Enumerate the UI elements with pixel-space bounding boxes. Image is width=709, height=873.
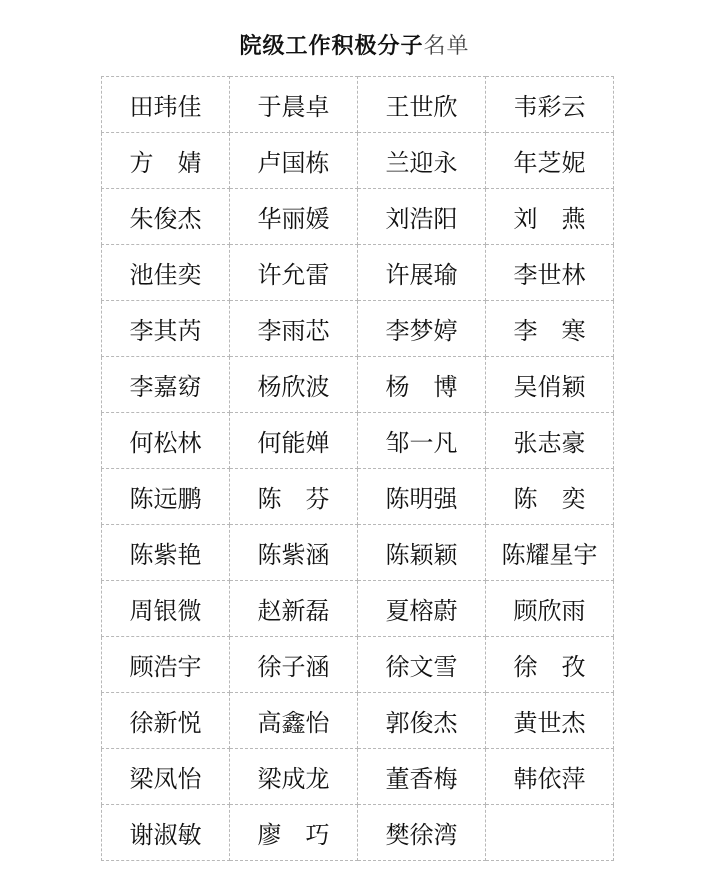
name-cell: 陈紫艳 bbox=[102, 525, 230, 581]
name-cell: 陈耀星宇 bbox=[486, 525, 614, 581]
table-row bbox=[102, 245, 614, 301]
title-suffix: 名单 bbox=[423, 34, 470, 59]
name-cell: 李梦婷 bbox=[358, 301, 486, 357]
name-list-table bbox=[101, 76, 614, 861]
name-cell: 田玮佳 bbox=[102, 77, 230, 133]
page-title bbox=[0, 28, 709, 65]
table-row bbox=[102, 413, 614, 469]
name-cell: 陈 奕 bbox=[486, 469, 614, 525]
name-cell: 徐新悦 bbox=[102, 693, 230, 749]
name-cell: 徐 孜 bbox=[486, 637, 614, 693]
name-cell: 徐子涵 bbox=[230, 637, 358, 693]
name-cell: 李雨芯 bbox=[230, 301, 358, 357]
name-cell: 朱俊杰 bbox=[102, 189, 230, 245]
empty-cell bbox=[486, 805, 614, 861]
name-cell: 李其芮 bbox=[102, 301, 230, 357]
name-cell: 周银微 bbox=[102, 581, 230, 637]
name-cell: 韩依萍 bbox=[486, 749, 614, 805]
name-list-body bbox=[102, 77, 614, 861]
name-cell: 李 寒 bbox=[486, 301, 614, 357]
name-cell: 顾浩宇 bbox=[102, 637, 230, 693]
table-row bbox=[102, 581, 614, 637]
name-cell: 夏榕蔚 bbox=[358, 581, 486, 637]
name-cell: 韦彩云 bbox=[486, 77, 614, 133]
name-cell: 顾欣雨 bbox=[486, 581, 614, 637]
table-row bbox=[102, 693, 614, 749]
name-cell: 樊徐湾 bbox=[358, 805, 486, 861]
name-cell: 池佳奕 bbox=[102, 245, 230, 301]
name-cell: 郭俊杰 bbox=[358, 693, 486, 749]
name-cell: 黄世杰 bbox=[486, 693, 614, 749]
table-row bbox=[102, 469, 614, 525]
name-cell: 年芝妮 bbox=[486, 133, 614, 189]
table-row bbox=[102, 133, 614, 189]
name-cell: 杨 博 bbox=[358, 357, 486, 413]
name-cell: 陈远鹏 bbox=[102, 469, 230, 525]
name-cell: 谢淑敏 bbox=[102, 805, 230, 861]
name-cell: 于晨卓 bbox=[230, 77, 358, 133]
name-cell: 方 婧 bbox=[102, 133, 230, 189]
name-cell: 吴俏颖 bbox=[486, 357, 614, 413]
table-row bbox=[102, 637, 614, 693]
table-row bbox=[102, 189, 614, 245]
name-cell: 刘 燕 bbox=[486, 189, 614, 245]
table-row bbox=[102, 805, 614, 861]
name-cell: 杨欣波 bbox=[230, 357, 358, 413]
name-cell: 高鑫怡 bbox=[230, 693, 358, 749]
name-cell: 陈明强 bbox=[358, 469, 486, 525]
name-cell: 卢国栋 bbox=[230, 133, 358, 189]
name-cell: 邹一凡 bbox=[358, 413, 486, 469]
name-cell: 兰迎永 bbox=[358, 133, 486, 189]
name-cell: 董香梅 bbox=[358, 749, 486, 805]
name-cell: 梁凤怡 bbox=[102, 749, 230, 805]
table-row bbox=[102, 357, 614, 413]
table-row bbox=[102, 749, 614, 805]
title-main: 院级工作积极分子 bbox=[239, 33, 424, 59]
table-row bbox=[102, 301, 614, 357]
name-cell: 陈 芬 bbox=[230, 469, 358, 525]
name-cell: 王世欣 bbox=[358, 77, 486, 133]
name-cell: 赵新磊 bbox=[230, 581, 358, 637]
name-cell: 徐文雪 bbox=[358, 637, 486, 693]
table-row bbox=[102, 77, 614, 133]
name-cell: 陈颖颖 bbox=[358, 525, 486, 581]
name-cell: 何能婵 bbox=[230, 413, 358, 469]
table-row bbox=[102, 525, 614, 581]
name-cell: 李世林 bbox=[486, 245, 614, 301]
name-cell: 刘浩阳 bbox=[358, 189, 486, 245]
name-cell: 华丽媛 bbox=[230, 189, 358, 245]
name-cell: 张志豪 bbox=[486, 413, 614, 469]
name-cell: 梁成龙 bbox=[230, 749, 358, 805]
name-cell: 何松林 bbox=[102, 413, 230, 469]
name-cell: 廖 巧 bbox=[230, 805, 358, 861]
name-cell: 陈紫涵 bbox=[230, 525, 358, 581]
name-cell: 许展瑜 bbox=[358, 245, 486, 301]
name-cell: 李嘉窈 bbox=[102, 357, 230, 413]
name-cell: 许允雷 bbox=[230, 245, 358, 301]
